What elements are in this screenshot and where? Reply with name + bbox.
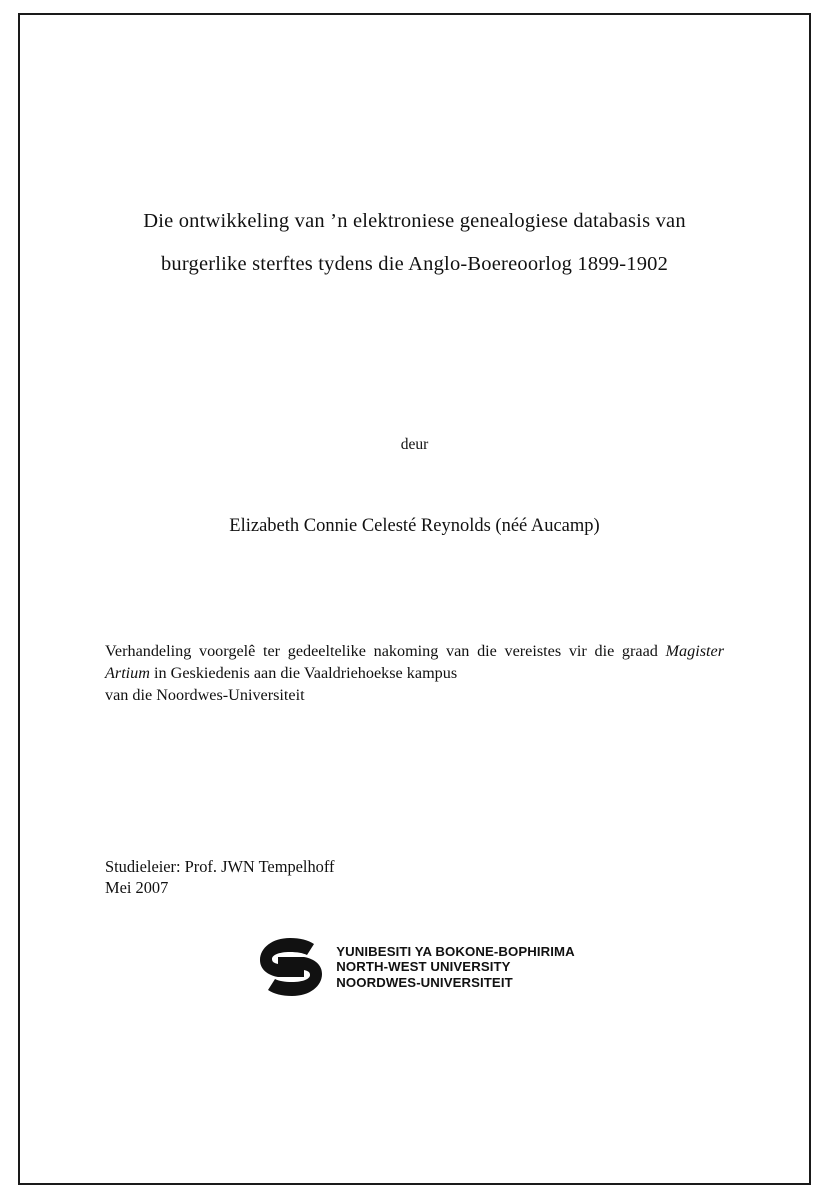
logo-group: [254, 936, 574, 998]
by-word: deur: [400, 436, 429, 453]
university-logo: [105, 936, 724, 998]
title-page: [20, 15, 809, 1183]
supervisor-and-date: [105, 856, 724, 898]
degree-name: Magister Artium: [105, 642, 724, 682]
statement-part-1: Verhandeling voorgelê ter gedeeltelike nakoming van die vereistes vir die graad: [105, 642, 666, 660]
title-line-1: Die ontwikkeling van ’n elektroniese genealogiese databasis van: [143, 210, 686, 232]
logo-line-2: NORTH-WEST UNIVERSITY: [336, 959, 511, 975]
logo-text-block: [336, 944, 574, 991]
logo-line-3: NOORDWES-UNIVERSITEIT: [336, 974, 513, 990]
logo-line-1: YUNIBESITI YA BOKONE-BOPHIRIMA: [336, 943, 575, 959]
date-line: Mei 2007: [105, 878, 169, 897]
title-line-2: burgerlike sterftes tydens die Anglo-Boereoorlog 1899-1902: [160, 253, 669, 275]
degree-statement-paragraph: [105, 640, 724, 684]
north-west-university-logo-mark: [254, 936, 328, 998]
document-title: [105, 200, 724, 286]
statement-part-2: in Geskiedenis aan die Vaaldriehoekse kampus: [149, 664, 458, 682]
degree-statement: [105, 640, 724, 706]
author-name: Elizabeth Connie Celesté Reynolds (néé Aucamp): [229, 516, 600, 536]
statement-part-3: van die Noordwes-Universiteit: [105, 686, 305, 704]
page-border: [18, 13, 811, 1185]
supervisor-line: Studieleier: Prof. JWN Tempelhoff: [105, 857, 335, 876]
